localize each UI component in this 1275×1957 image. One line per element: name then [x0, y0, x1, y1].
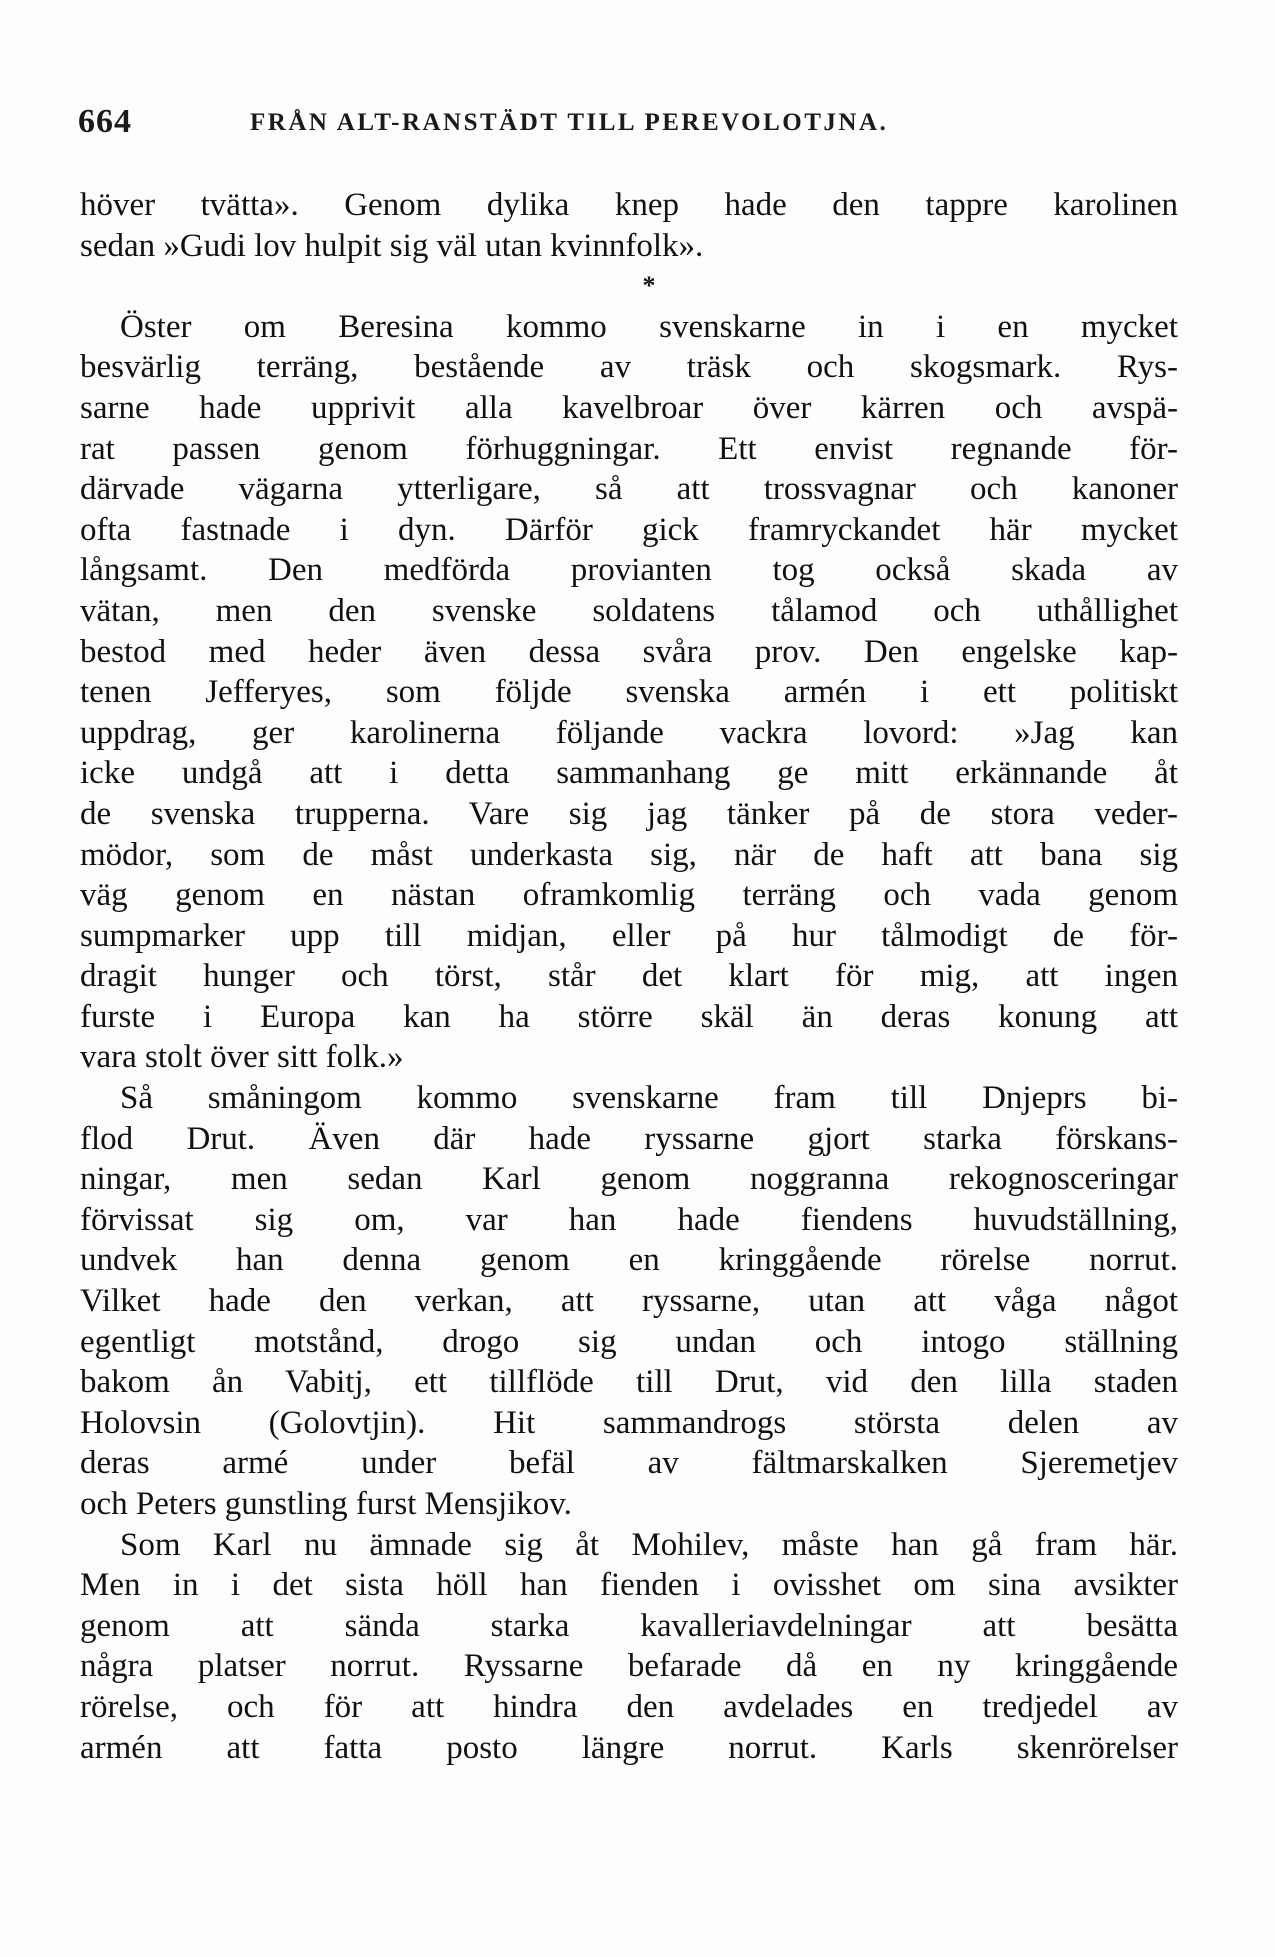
page-number: 664	[78, 103, 132, 140]
text-line: vara stolt över sitt folk.»	[80, 1039, 404, 1076]
text-line: sedan »Gudi lov hulpit sig väl utan kvinnfolk».	[80, 227, 704, 264]
text-line: mödor, som de måst underkasta sig, när de haft att bana sig	[80, 836, 1178, 873]
page-header	[78, 103, 1178, 143]
text-line: rat passen genom förhuggningar. Ett envist regnande för-	[80, 430, 1178, 467]
paragraph-start-line: Som Karl nu ämnade sig åt Mohilev, måste han gå fram här.	[120, 1526, 1178, 1563]
text-line: icke undgå att i detta sammanhang ge mitt erkännande åt	[80, 755, 1178, 792]
text-line: ningar, men sedan Karl genom noggranna rekognosceringar	[80, 1161, 1178, 1198]
text-line: sarne hade upprivit alla kavelbroar över kärren och avspä-	[80, 389, 1178, 426]
text-line: undvek han denna genom en kringgående rörelse norrut.	[80, 1242, 1178, 1279]
text-line: besvärlig terräng, bestående av träsk och skogsmark. Rys-	[80, 349, 1178, 386]
text-line: rörelse, och för att hindra den avdelades en tredjedel av	[80, 1688, 1178, 1725]
text-line: egentligt motstånd, drogo sig undan och intogo ställning	[80, 1323, 1178, 1360]
text-line: bakom ån Vabitj, ett tillflöde till Drut, vid den lilla staden	[80, 1364, 1178, 1401]
paragraph-start-line: Öster om Beresina kommo svenskarne in i en mycket	[120, 308, 1178, 345]
running-title: FRÅN ALT-RANSTÄDT TILL PEREVOLOTJNA.	[250, 109, 889, 136]
body-text	[80, 185, 1178, 1768]
text-line: Men in i det sista höll han fienden i ovisshet om sina avsikter	[80, 1567, 1178, 1604]
text-line: furste i Europa kan ha större skäl än deras konung att	[80, 998, 1178, 1035]
text-line: bestod med heder även dessa svåra prov. Den engelske kap-	[80, 633, 1178, 670]
text-line: flod Drut. Även där hade ryssarne gjort starka förskans-	[80, 1120, 1178, 1157]
text-line: höver tvätta». Genom dylika knep hade den tappre karolinen	[80, 187, 1178, 223]
text-line: Holovsin (Golovtjin). Hit sammandrogs största delen av	[80, 1404, 1178, 1441]
section-separator-asterisk: *	[642, 271, 656, 301]
text-line: några platser norrut. Ryssarne befarade då en ny kringgående	[80, 1648, 1178, 1685]
text-line: uppdrag, ger karolinerna följande vackra lovord: »Jag kan	[80, 714, 1178, 751]
text-line: genom att sända starka kavalleriavdelningar att besätta	[80, 1607, 1178, 1644]
text-line: tenen Jefferyes, som följde svenska armén i ett politiskt	[80, 674, 1178, 711]
text-line: därvade vägarna ytterligare, så att trossvagnar och kanoner	[80, 471, 1178, 508]
text-line: väg genom en nästan oframkomlig terräng och vada genom	[80, 877, 1178, 914]
text-line: ofta fastnade i dyn. Därför gick framryckandet här mycket	[80, 511, 1178, 548]
text-line: sumpmarker upp till midjan, eller på hur tålmodigt de för-	[80, 917, 1178, 954]
text-line: armén att fatta posto längre norrut. Karls skenrörelser	[80, 1729, 1178, 1766]
text-line: deras armé under befäl av fältmarskalken Sjeremetjev	[80, 1445, 1178, 1482]
text-line: Vilket hade den verkan, att ryssarne, utan att våga något	[80, 1283, 1178, 1320]
text-line: vätan, men den svenske soldatens tålamod och uthållighet	[80, 592, 1178, 629]
text-line: de svenska trupperna. Vare sig jag tänker på de stora veder-	[80, 795, 1178, 832]
text-line: och Peters gunstling furst Mensjikov.	[80, 1486, 572, 1522]
text-line: förvissat sig om, var han hade fiendens huvudställning,	[80, 1201, 1178, 1238]
text-line: långsamt. Den medförda provianten tog också skada av	[80, 552, 1178, 589]
text-line: dragit hunger och törst, står det klart för mig, att ingen	[80, 958, 1178, 995]
paragraph-start-line: Så småningom kommo svenskarne fram till Dnjeprs bi-	[120, 1080, 1178, 1117]
